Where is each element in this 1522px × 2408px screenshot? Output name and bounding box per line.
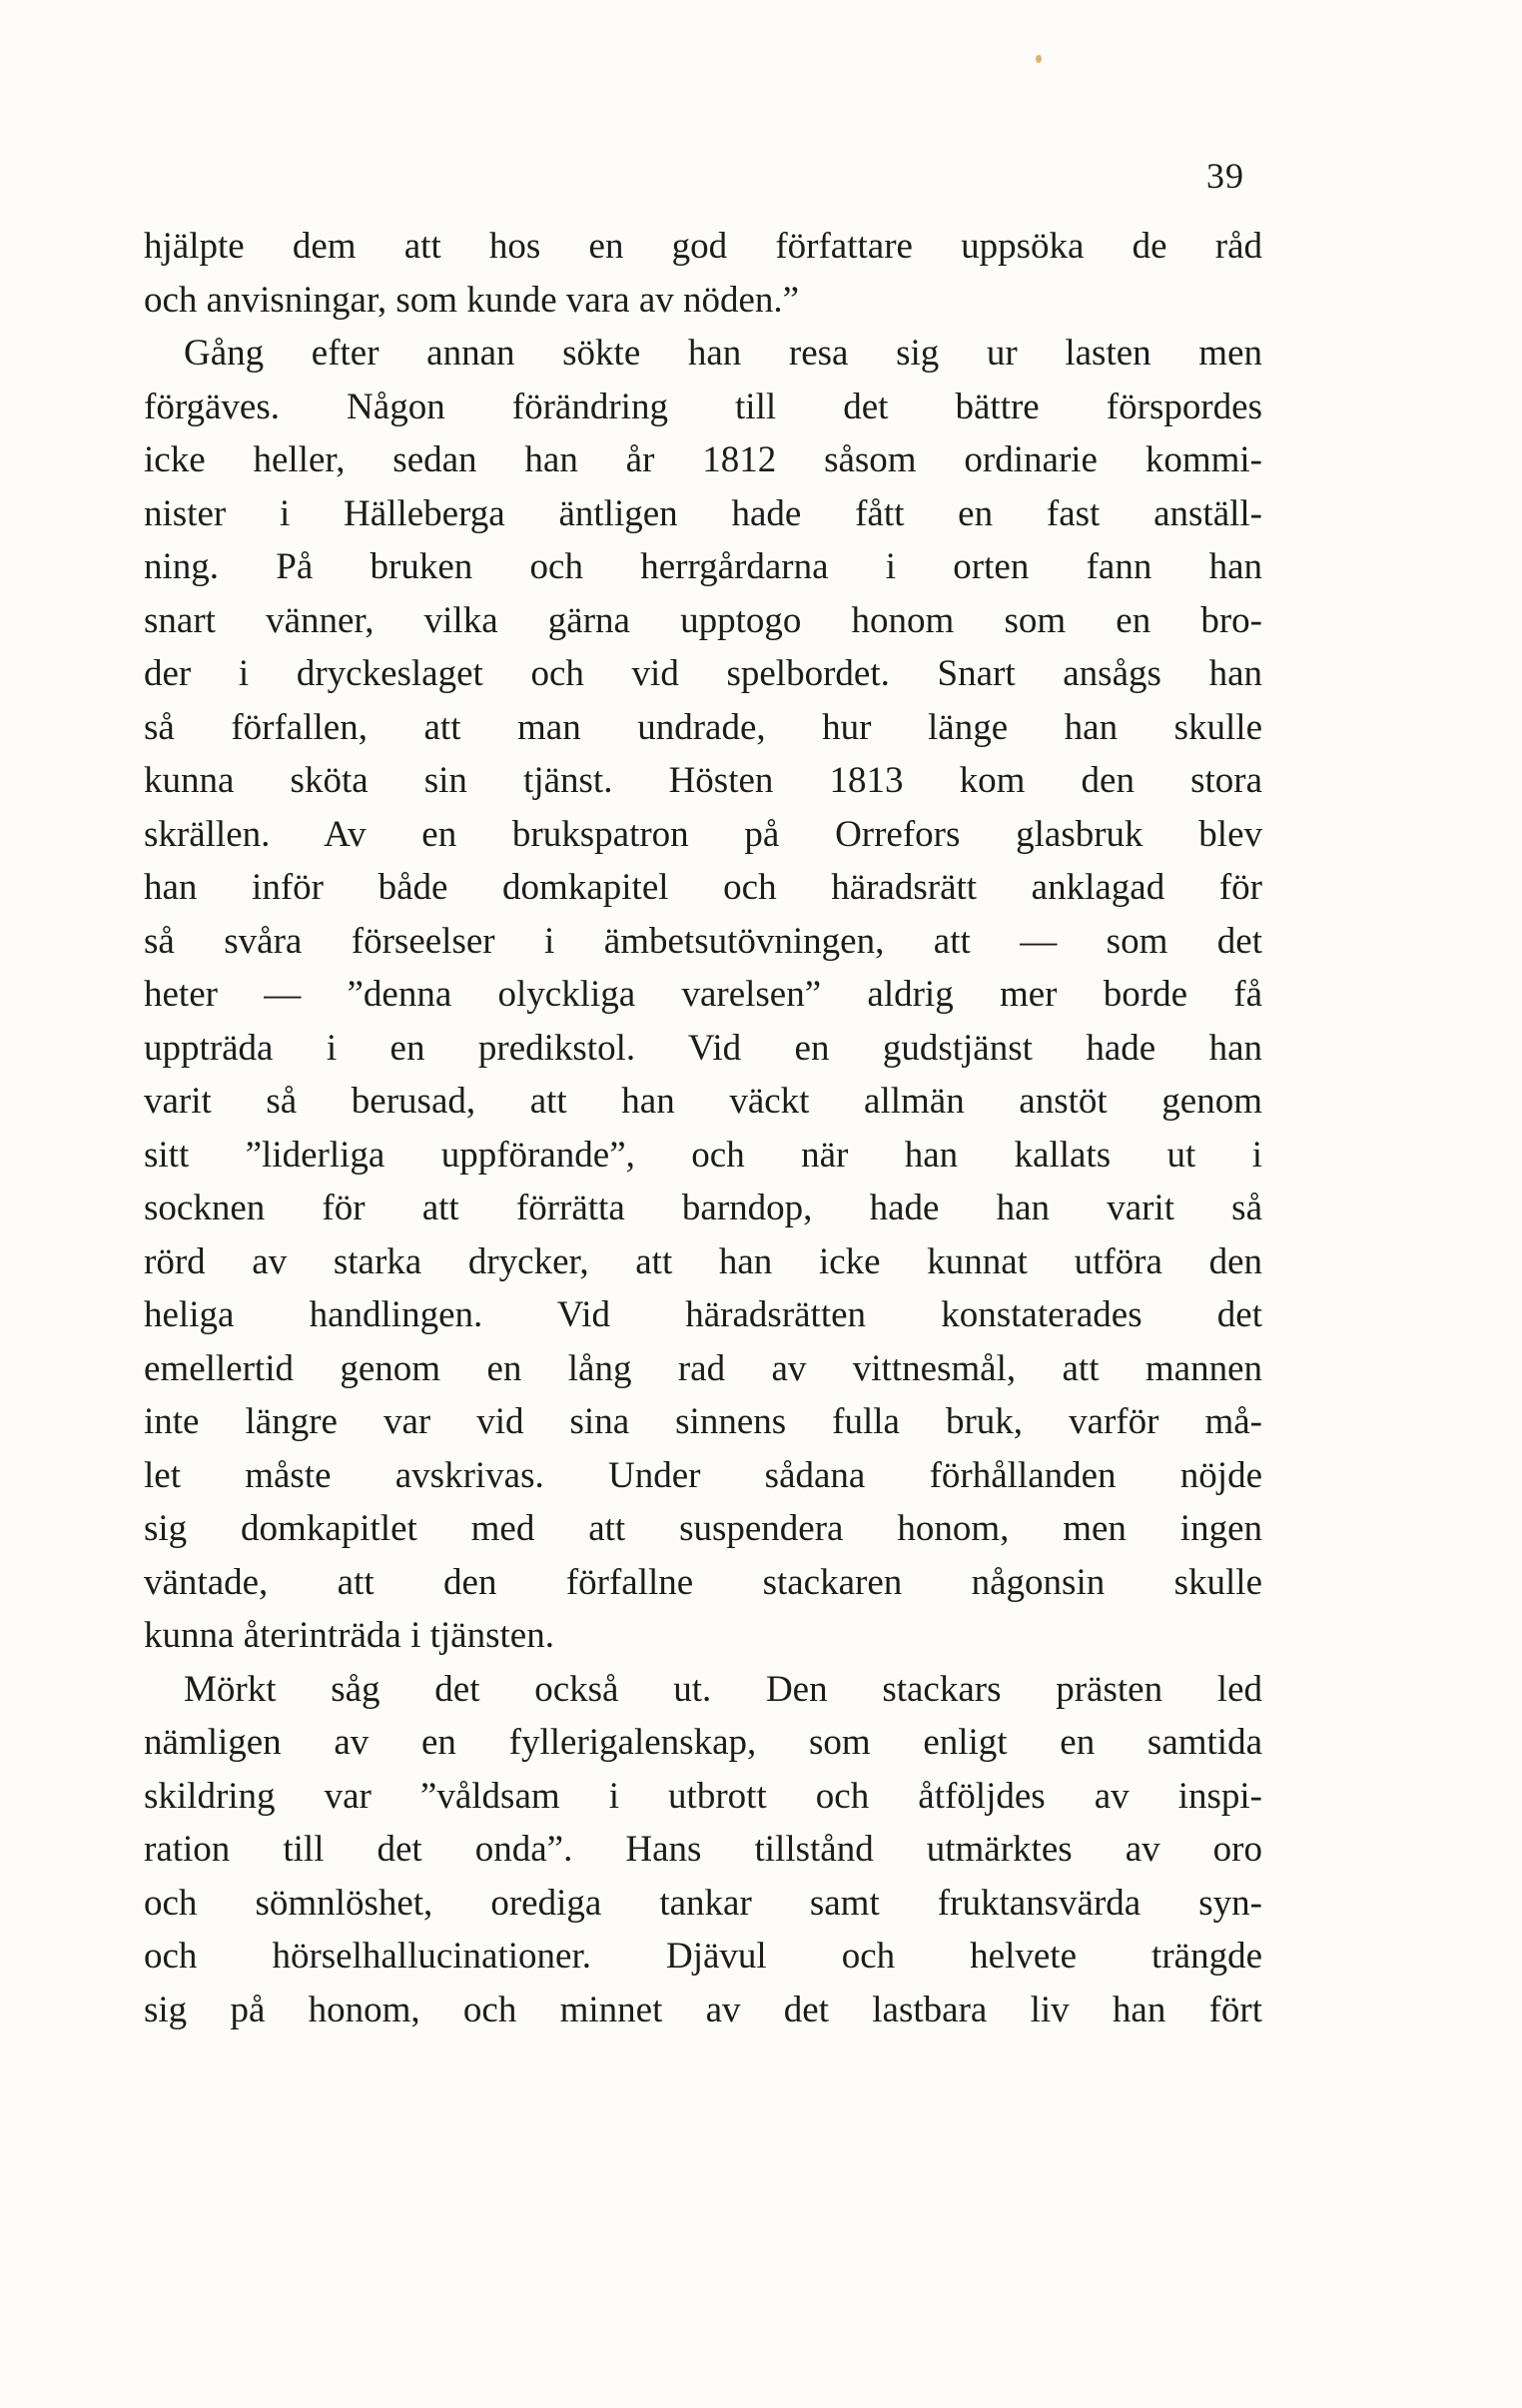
text-line: inte längre var vid sina sinnens fulla bruk, varför må- (144, 1401, 1262, 1442)
page-number: 39 (1206, 156, 1244, 196)
text-line: hjälpte dem att hos en god författare uppsöka de råd (144, 226, 1262, 267)
text-line: kunna sköta sin tjänst. Hösten 1813 kom den stora (144, 760, 1262, 801)
text-line: skildring var ”våldsam i utbrott och åtföljdes av inspi- (144, 1775, 1262, 1817)
text-line: ning. På bruken och herrgårdarna i orten fann han (144, 546, 1262, 587)
text-line: varit så berusad, att han väckt allmän anstöt genom (144, 1081, 1262, 1122)
text-line: kunna återinträda i tjänsten. (144, 1615, 554, 1656)
text-line: icke heller, sedan han år 1812 såsom ordinarie kommi- (144, 439, 1262, 480)
text-line: heliga handlingen. Vid häradsrätten konstaterades det (144, 1294, 1262, 1335)
text-line: snart vänner, vilka gärna upptogo honom som en bro- (144, 599, 1262, 641)
text-line: ration till det onda”. Hans tillstånd utmärktes av oro (144, 1829, 1262, 1870)
text-line: socknen för att förrätta barndop, hade han varit så (144, 1188, 1262, 1228)
text-line: och sömnlöshet, orediga tankar samt fruktansvärda syn- (144, 1882, 1262, 1924)
text-line: let måste avskrivas. Under sådana förhållanden nöjde (144, 1454, 1262, 1496)
text-line: Gång efter annan sökte han resa sig ur lasten men (184, 333, 1262, 374)
text-line: skrällen. Av en brukspatron på Orrefors glasbruk blev (144, 813, 1262, 855)
text-line: sig domkapitlet med att suspendera honom, men ingen (144, 1508, 1262, 1549)
text-line: han inför både domkapitel och häradsrätt anklagad för (144, 867, 1262, 908)
text-line: så förfallen, att man undrade, hur länge han skulle (144, 706, 1262, 748)
text-line: sitt ”liderliga uppförande”, och när han kallats ut i (144, 1134, 1262, 1176)
text-line: der i dryckeslaget och vid spelbordet. Snart ansågs han (144, 653, 1262, 694)
text-line: uppträda i en predikstol. Vid en gudstjänst hade han (144, 1027, 1262, 1069)
text-line: sig på honom, och minnet av det lastbara liv han fört (144, 1989, 1262, 2030)
text-line: nister i Hälleberga äntligen hade fått en fast anställ- (144, 492, 1262, 534)
text-line: heter — ”denna olyckliga varelsen” aldrig mer borde få (144, 974, 1262, 1015)
body-text (144, 220, 1262, 2036)
text-line: rörd av starka drycker, att han icke kunnat utföra den (144, 1240, 1262, 1282)
text-line: så svåra förseelser i ämbetsutövningen, att — som det (144, 920, 1262, 962)
text-line: och anvisningar, som kunde vara av nöden.” (144, 279, 800, 321)
text-line: nämligen av en fyllerigalenskap, som enligt en samtida (144, 1722, 1262, 1763)
text-line: och hörselhallucinationer. Djävul och helvete trängde (144, 1936, 1262, 1977)
text-line: emellertid genom en lång rad av vittnesmål, att mannen (144, 1347, 1262, 1389)
text-line: Mörkt såg det också ut. Den stackars prästen led (184, 1668, 1262, 1710)
paper-speck (1036, 55, 1042, 63)
text-line: förgäves. Någon förändring till det bättre förspordes (144, 386, 1262, 427)
text-line: väntade, att den förfallne stackaren någonsin skulle (144, 1561, 1262, 1603)
